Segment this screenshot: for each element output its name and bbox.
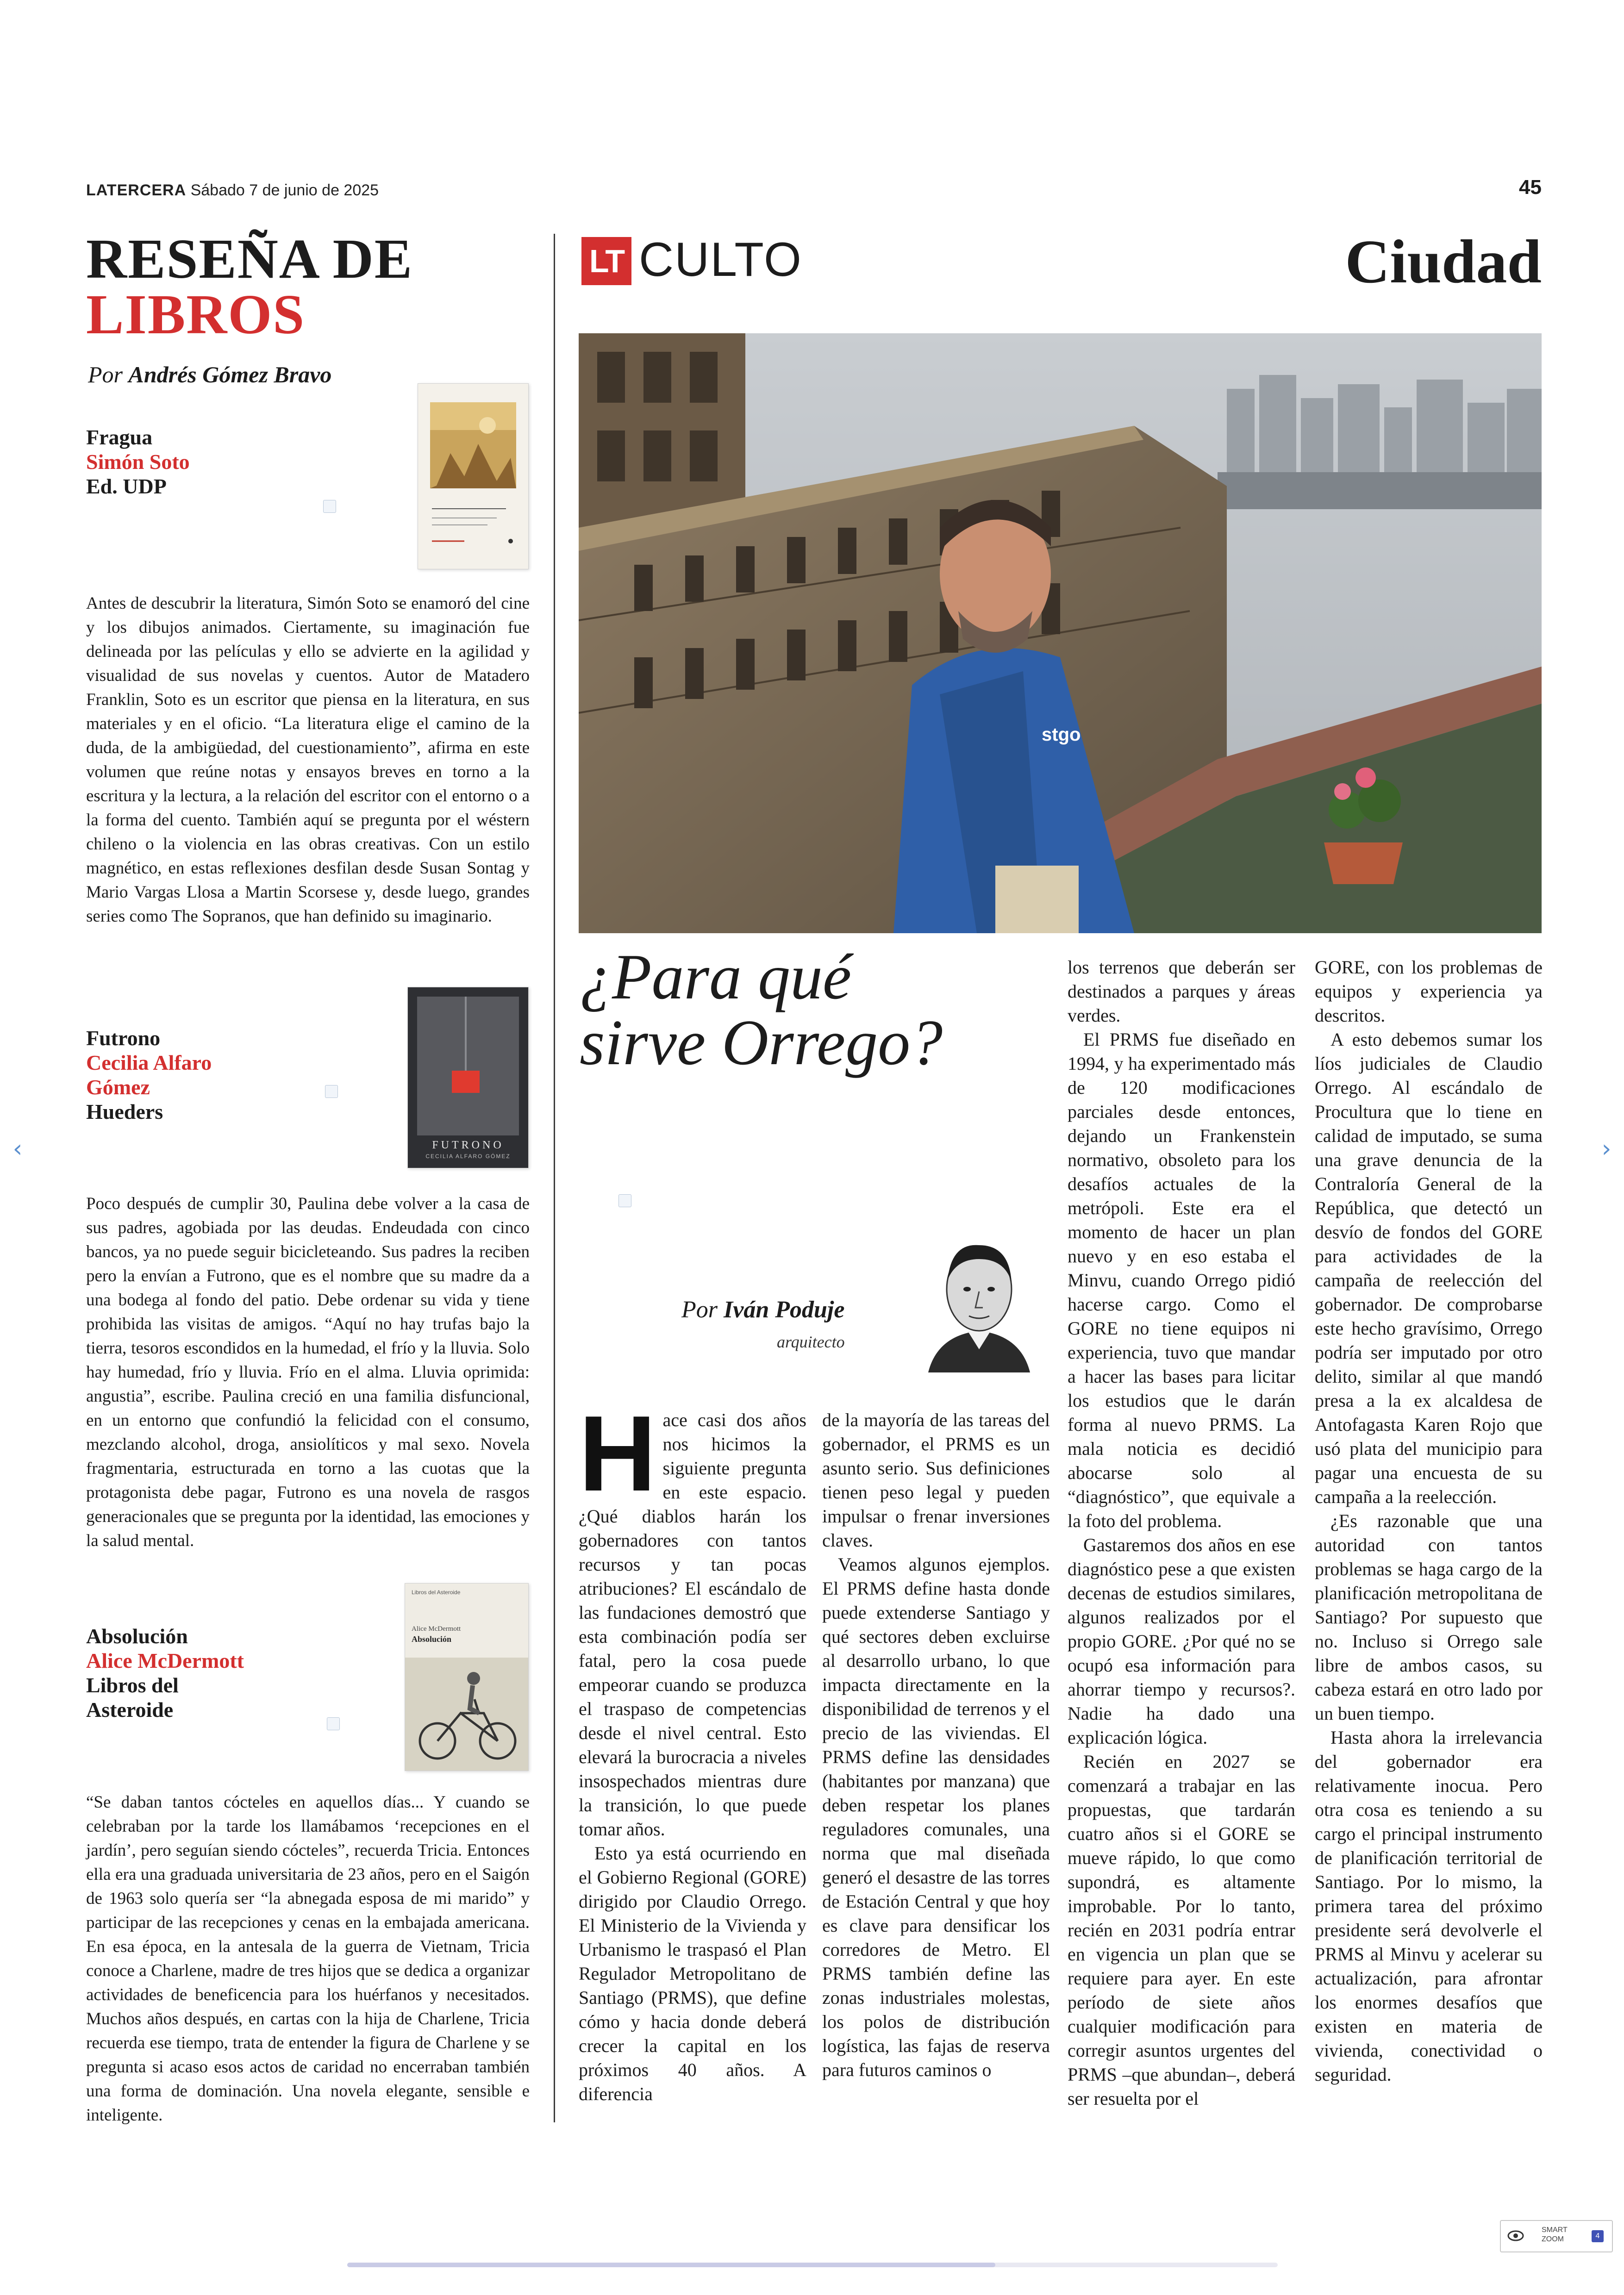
zoom-marker-icon[interactable]	[327, 1717, 340, 1730]
article-paragraph: Esto ya está ocurriendo en el Gobierno Regional (GORE) dirigido por Claudio Orrego. El Ministerio de la Vivienda y Urbanismo le traspasó el Plan Regulador Metropolitano de Santiago (PRMS), que define cómo y hacia donde deberá crecer la capital en los próximos 40 años. A diferencia	[579, 1843, 806, 2104]
article-paragraph: de la mayoría de las tareas del gobernador, el PRMS es un asunto serio. Sus definiciones tienen peso legal y pueden impulsar o frenar inversiones claves.	[822, 1409, 1050, 1551]
article-column-2	[822, 1408, 1050, 2082]
culto-logo-text: CULTO	[639, 233, 802, 287]
book-3-publisher-line1: Libros del	[86, 1673, 179, 1697]
article-paragraph: El PRMS fue diseñado en 1994, y ha experimentado más de 120 modificaciones parciales desde entonces, dejando un Frankenstein normativo, obsoleto para los desafíos actuales de la metrópoli. Este era el momento de hacer un plan nuevo y en eso estaba el Minvu, cuando Orrego pidió hacerse cargo. Como el GORE no tiene equipos ni experiencia, tuvo que mandar a hacer las bases para licitar los estudios que le darán forma al nuevo PRMS. La mala noticia es decidió abocarse solo al “diagnóstico”, que equivale a la foto del problema.	[1068, 1029, 1295, 1531]
book-3-author: Alice McDermott	[86, 1649, 244, 1672]
book-3-title: Absolución	[86, 1624, 188, 1648]
page-number: 45	[1519, 176, 1542, 199]
column-divider	[554, 234, 555, 2122]
article-column-3	[1068, 955, 1295, 2111]
eye-icon	[1506, 2226, 1525, 2245]
smart-zoom-label-line2: ZOOM	[1542, 2235, 1564, 2243]
book-1-title: Fragua	[86, 425, 153, 449]
page-scrollbar-thumb[interactable]	[347, 2263, 995, 2267]
reviewer-name: Andrés Gómez Bravo	[128, 362, 332, 387]
jacket-logo: stgo	[1042, 724, 1081, 745]
section-title-resena	[86, 228, 413, 346]
book-3-review: “Se daban tantos cócteles en aquellos días... Y cuando se celebraban por la tarde los llamábamos ‘recepciones en el jardín’, pero seguían siendo cócteles”, recuerda Tricia. Entonces ella era una graduada universitaria de 23 años, pero en el Saigón de 1963 solo quería ser “la abnegada esposa de mi marido” y participar de las recepciones y cenas en la embajada americana. En esa época, en la antesala de la guerra de Vietnam, Tricia conoce a Charlene, madre de tres hijos que se dedica a organizar actividades de beneficencia para los huérfanos y necesitados. Muchos años después, en cartas con la hija de Charlene, Tricia recuerda ese tiempo, trata de entender la figura de Charlene y se pregunta si acaso esos actos de caridad no encerraban también una forma de dominación. Una novela elegante, sensible e inteligente.	[86, 1793, 530, 2125]
book-2-cover	[407, 987, 529, 1168]
book-3-cover-author: Alice McDermott	[412, 1625, 461, 1633]
smart-zoom-label-line1: SMART	[1542, 2226, 1568, 2234]
book-2-cover-title: FUTRONO	[432, 1139, 504, 1151]
reviewer-byline	[88, 361, 331, 388]
article-headline	[580, 941, 943, 1079]
book-3-cover-title: Absolución	[412, 1634, 452, 1644]
book-1-publisher: Ed. UDP	[86, 474, 167, 498]
book-1-cover-art	[418, 384, 528, 569]
article-paragraph: Recién en 2027 se comenzará a trabajar en las propuestas, que tardarán cuatro años si el GORE se mueve rápido, lo que como supondrá, es altamente improbable. Por lo tanto, recién en 2031 podría entrar en vigencia un plan que se requiere para ayer. En este período de siete años cualquier modificación para corregir asuntos urgentes del PRMS –que abundan–, deberá ser resuelta por el	[1068, 1751, 1295, 2109]
section-name: Ciudad	[1345, 227, 1542, 296]
zoom-marker-icon[interactable]	[325, 1085, 338, 1098]
book-2-publisher: Hueders	[86, 1100, 163, 1123]
page-header	[86, 181, 379, 200]
chevron-right-icon: ›	[1601, 1135, 1612, 1163]
author-portrait-drawing	[919, 1234, 1039, 1372]
book-3-header	[86, 1624, 244, 1722]
zoom-badge: 4	[1592, 2230, 1604, 2242]
article-column-4	[1315, 955, 1543, 2087]
article-paragraph: ace casi dos años nos hicimos la siguiente pregunta en este espacio. ¿Qué diablos harán los gobernadores con tantos recursos y tan pocas atribuciones? El escándalo de las fundaciones demostró que esta combinación podía ser fatal, pero la cosa puede empeorar cuando se produzca el traspaso de competencias desde el nivel central. Esto elevará la burocracia a niveles insospechados mientras dure la transición, lo que puede tomar años.	[579, 1409, 806, 1840]
paper-name: LATERCERA	[86, 181, 187, 199]
byline-prefix: Por	[88, 362, 123, 387]
article-column-1	[579, 1394, 806, 2106]
book-2-author-line1: Cecilia Alfaro	[86, 1051, 212, 1074]
smart-zoom-button[interactable]	[1500, 2220, 1613, 2252]
author-role: arquitecto	[777, 1333, 845, 1351]
dropcap-letter: H	[579, 1394, 656, 1514]
article-byline	[681, 1296, 844, 1323]
headline-line2: sirve Orrego?	[580, 1007, 943, 1079]
book-2-cover-author: CECILIA ALFARO GÓMEZ	[425, 1153, 511, 1160]
article-paragraph: ¿Es razonable que una autoridad con tantos problemas se haga cargo de la planificación metropolitana de Santiago? Por supuesto que no. Incluso si Orrego sale libre de ambos casos, su cabeza estará en otro lado por un buen tiempo.	[1315, 1510, 1543, 1724]
book-1-review: Antes de descubrir la literatura, Simón Soto se enamoró del cine y los dibujos animados. Ciertamente, su imaginación fue delineada por las películas y ello se advierte en la agilidad y visualidad de sus novelas y cuentos. Autor de Matadero Franklin, Soto es un escritor que piensa en la literatura, en sus materiales y en el oficio. “La literatura elige el camino de la duda, de la ambigüedad, del cuestionamiento”, afirma en este volumen que reúne notas y ensayos breves en torno a la escritura y la lectura, a la relación del escritor con el entorno o a la forma del cuento. También aquí se pregunta por el wéstern chileno o la violencia en las obras creativas. Con un estilo magnético, en estas reflexiones desfilan desde Susan Sontag y Mario Vargas Llosa a Martin Scorsese y, desde luego, grandes series como The Sopranos, que han definido su imaginario.	[86, 594, 530, 926]
book-3-publisher-line2: Asteroide	[86, 1698, 174, 1721]
zoom-marker-icon[interactable]	[618, 1194, 631, 1207]
book-2-header	[86, 1026, 212, 1124]
article-paragraph: Veamos algunos ejemplos. El PRMS define hasta donde puede extenderse Santiago y qué sectores deben excluirse al desarrollo urbano, lo que impacta directamente en la disponibilidad de terrenos y el precio de las viviendas. El PRMS define las densidades (habitantes por manzana) que deben respetar los planes reguladores comunales, una norma que mal diseñada generó el desastre de las torres de Estación Central y que hoy es clave para densificar los corredores de Metro. El PRMS también define las zonas industriales molestas, los polos de distribución logística, las fajas de reserva para futuros caminos o	[822, 1554, 1050, 2080]
book-2-review: Poco después de cumplir 30, Paulina debe volver a la casa de sus padres, agobiada por las deudas. Endeudada con cinco bancos, ya no puede seguir bicicleteando. Sus padres la reciben pero la envían a Futrono, que es el nombre que su madre da a una bodega al fondo del patio. Debe ordenar su vida y tiene prohibida las visitas de amigos. “Aquí no hay trufas bajo la tierra, tesoros escondidos en la humedad, el frío y la lluvia. Solo hay humedad, frío y lluvia. Frío en el alma. Lluvia oprimida: angustia”, escribe. Paulina creció en una familia disfuncional, en un entorno que confundió la felicidad con el consumo, mezclando alcohol, droga, ansiolíticos y mal sexo. Novela fragmentaria, estructurada en torno a las cuotas que la protagonista debe pagar, Futrono es una novela de rasgos generacionales que se pregunta por la identidad, las emociones y la salud mental.	[86, 1194, 530, 1550]
book-2-title: Futrono	[86, 1026, 161, 1050]
article-paragraph: A esto debemos sumar los líos judiciales de Claudio Orrego. Al escándalo de Procultura que lo tiene en calidad de imputado, se suma una grave denuncia de la Contraloría General de la República, que detectó un desvío de fondos del GORE para actividades de la campaña de reelección del gobernador. De comprobarse este hecho gravísimo, Orrego podría ser imputado por otro delito, similar al que mandó presa a la ex alcaldesa de Antofagasta Karen Rojo que usó plata del municipio para pagar una encuesta de su campaña a la reelección.	[1315, 1029, 1543, 1507]
author-prefix: Por	[681, 1297, 718, 1323]
photo-orrego-terrace	[579, 333, 1542, 933]
lt-logo-mark: LT	[581, 237, 631, 285]
book-2-author-line2: Gómez	[86, 1075, 150, 1099]
zoom-marker-icon[interactable]	[323, 500, 336, 513]
book-3-cover	[405, 1583, 529, 1771]
article-paragraph: Gastaremos dos años en ese diagnóstico pese a que existen decenas de estudios similares, algunos realizados por el propio GORE. ¿Por qué no se ocupó esa información para ahorrar tiempo y recursos?. Nadie ha dado una explicación lógica.	[1068, 1534, 1295, 1748]
book-1-cover	[418, 383, 529, 569]
previous-page-button[interactable]	[9, 1135, 26, 1163]
book-3-cover-art	[405, 1584, 528, 1771]
resena-title-line1: RESEÑA DE	[86, 228, 413, 290]
headline-line1: ¿Para qué	[580, 941, 852, 1013]
article-paragraph: GORE, con los problemas de equipos y experiencia ya descritos.	[1315, 957, 1543, 1026]
resena-title-line2: LIBROS	[86, 283, 306, 346]
chevron-left-icon: ‹	[12, 1135, 23, 1163]
smart-zoom-label	[1542, 2226, 1568, 2244]
issue-date: Sábado 7 de junio de 2025	[190, 181, 379, 199]
book-1-header	[86, 425, 190, 499]
article-paragraph: Hasta ahora la irrelevancia del gobernador era relativamente inocua. Pero otra cosa es teniendo a su cargo el principal instrumento de planificación territorial de Santiago. Por lo mismo, la primera tarea del próximo presidente será devolverle el PRMS al Minvu y acelerar su actualización, para afrontar los enormes desafíos que existen en materia de vivienda, conectividad o seguridad.	[1315, 1727, 1543, 2085]
author-name: Iván Poduje	[724, 1297, 845, 1323]
book-3-cover-imprint: Libros del Asteroide	[412, 1589, 461, 1596]
author-portrait	[919, 1234, 1039, 1372]
article-paragraph: los terrenos que deberán ser destinados a parques y áreas verdes.	[1068, 957, 1295, 1026]
next-page-button[interactable]	[1598, 1135, 1615, 1163]
main-photo	[579, 333, 1542, 933]
book-1-author: Simón Soto	[86, 450, 190, 474]
